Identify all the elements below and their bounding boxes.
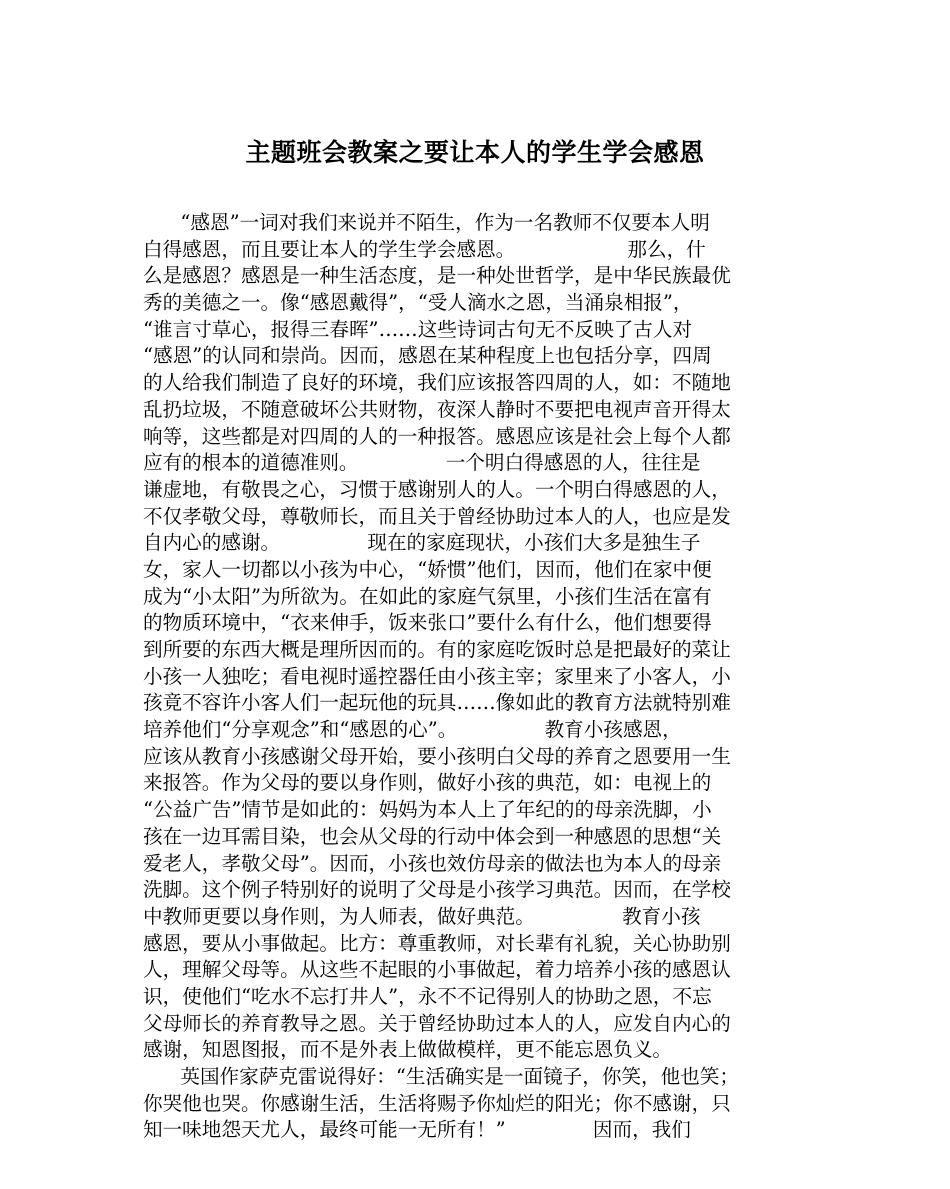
body-line: 洗脚。这个例子特别好的说明了父母是小孩学习典范。因而，在学校 [143, 878, 731, 902]
body-line: 女，家人一切都以小孩为中心，“娇惯”他们，因而，他们在家中便 [143, 557, 712, 581]
body-line: 孩竟不容许小客人们一起玩他的玩具……像如此的教育方法就特别难 [143, 691, 731, 715]
body-line: 识，使他们“吃水不忘打井人”，永不不记得别人的协助之恩，不忘 [143, 984, 712, 1008]
body-line: 白得感恩，而且要让本人的学生学会感恩。 那么，什 [143, 237, 706, 261]
body-line: 英国作家萨克雷说得好：“生活确实是一面镜子，你笑，他也笑； [143, 1065, 740, 1088]
body-line: “公益广告”情节是如此的：妈妈为本人上了年纪的的母亲洗脚，小 [143, 798, 712, 822]
body-line: 的物质环境中，“衣来伸手，饭来张口”要什么有什么，他们想要得 [143, 611, 712, 635]
body-line: 小孩一人独吃；看电视时遥控器任由小孩主宰；家里来了小客人，小 [143, 664, 731, 688]
body-line: 谦虚地，有敬畏之心，习惯于感谢别人的人。一个明白得感恩的人， [143, 477, 731, 501]
body-line: 父母师长的养育教导之恩。关于曾经协助过本人的人，应发自内心的 [143, 1011, 731, 1035]
body-line: 到所要的东西大概是理所因而的。有的家庭吃饭时总是把最好的菜让 [143, 638, 731, 661]
body-line: 知一味地怨天尤人，最终可能一无所有！” 因而，我们 [143, 1118, 691, 1142]
document-body [143, 210, 823, 1144]
body-line: 自内心的感谢。 现在的家庭现状，小孩们大多是独生子 [143, 531, 701, 555]
document-title: 主题班会教案之要让本人的学生学会感恩 [245, 138, 705, 167]
body-line: 中教师更要以身作则，为人师表，做好典范。 教育小孩 [143, 904, 701, 928]
body-line: 孩在一边耳需目染，也会从父母的行动中体会到一种感恩的思想“关 [143, 824, 722, 848]
body-line: 来报答。作为父母的要以身作则，做好小孩的典范，如：电视上的 [143, 771, 712, 795]
body-line: 的人给我们制造了良好的环境，我们应该报答四周的人，如：不随地 [143, 371, 731, 395]
body-line: 你哭他也哭。你感谢生活，生活将赐予你灿烂的阳光；你不感谢，只 [143, 1091, 731, 1115]
body-line: 应有的根本的道德准则。 一个明白得感恩的人，往往是 [143, 451, 701, 475]
body-line: “感恩”的认同和崇尚。因而，感恩在某种程度上也包括分享，四周 [143, 344, 712, 368]
body-line: 秀的美德之一。像“感恩戴得”，“受人滴水之恩，当涌泉相报”， [143, 291, 693, 315]
body-line: 乱扔垃圾，不随意破坏公共财物，夜深人静时不要把电视声音开得太 [143, 397, 731, 421]
body-line: 培养他们“分享观念”和“感恩的心”。 教育小孩感恩， [143, 718, 682, 742]
body-line: 应该从教育小孩感谢父母开始，要小孩明白父母的养育之恩要用一生 [143, 744, 731, 768]
body-line: 感恩，要从小事做起。比方：尊重教师，对长辈有礼貌，关心协助别 [143, 931, 731, 955]
body-line: 不仅孝敬父母，尊敬师长，而且关于曾经协助过本人的人，也应是发 [143, 504, 731, 528]
body-line: 人，理解父母等。从这些不起眼的小事做起，着力培养小孩的感恩认 [143, 958, 731, 982]
body-line: 响等，这些都是对四周的人的一种报答。感恩应该是社会上每个人都 [143, 424, 731, 448]
body-line: 么是感恩？感恩是一种生活态度，是一种处世哲学，是中华民族最优 [143, 264, 731, 288]
body-line: 爱老人，孝敬父母”。因而，小孩也效仿母亲的做法也为本人的母亲 [143, 851, 722, 875]
body-line: 成为“小太阳”为所欲为。在如此的家庭气氛里，小孩们生活在富有 [143, 584, 712, 608]
body-line: “感恩”一词对我们来说并不陌生，作为一名教师不仅要本人明 [143, 211, 710, 234]
body-line: 感谢，知恩图报，而不是外表上做做模样，更不能忘恩负义。 [143, 1038, 673, 1062]
body-line: “谁言寸草心，报得三春晖”……这些诗词古句无不反映了古人对 [143, 317, 693, 341]
